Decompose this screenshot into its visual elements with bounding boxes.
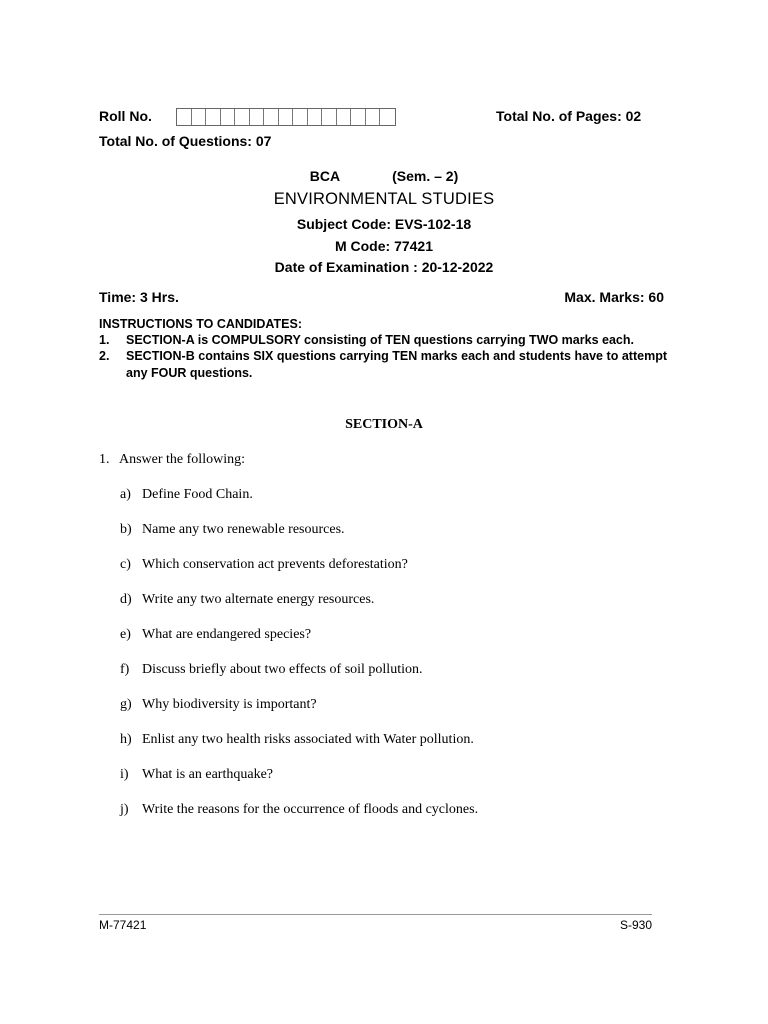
- instruction-text: SECTION-A is COMPULSORY consisting of TEN questions carrying TWO marks each.: [126, 333, 634, 347]
- roll-number-box: [351, 109, 366, 125]
- question-part-f: [120, 662, 422, 678]
- roll-number-box: [322, 109, 337, 125]
- question-part-d: [120, 592, 374, 608]
- exam-date: Date of Examination : 20-12-2022: [274, 259, 494, 275]
- section-title: SECTION-A: [345, 417, 423, 432]
- part-letter: h): [120, 732, 132, 747]
- total-pages: Total No. of Pages: 02: [496, 108, 642, 124]
- footer-divider: [99, 914, 652, 915]
- max-marks: Max. Marks: 60: [564, 289, 664, 305]
- part-text: Write the reasons for the occurrence of floods and cyclones.: [142, 802, 479, 817]
- part-text: Name any two renewable resources.: [142, 522, 345, 537]
- instruction-text: SECTION-B contains SIX questions carrying TEN marks each and students have to attempt any FOUR questions.: [126, 349, 667, 380]
- roll-number-box: [308, 109, 323, 125]
- part-letter: d): [120, 592, 132, 607]
- part-text: Define Food Chain.: [142, 487, 253, 502]
- roll-number-box: [177, 109, 192, 125]
- roll-number-box: [264, 109, 279, 125]
- question-part-c: [120, 557, 408, 573]
- part-text: Which conservation act prevents deforestation?: [142, 557, 408, 572]
- question-number: 1.: [99, 452, 110, 467]
- roll-number-box: [206, 109, 221, 125]
- course-name: BCA: [309, 168, 341, 184]
- footer-m-code: M-77421: [99, 918, 147, 932]
- part-letter: b): [120, 522, 132, 537]
- roll-number-box: [279, 109, 294, 125]
- total-questions: Total No. of Questions: 07: [99, 133, 272, 149]
- m-code: M Code: 77421: [334, 238, 434, 254]
- question-part-g: [120, 697, 317, 713]
- part-text: What is an earthquake?: [142, 767, 273, 782]
- roll-number-box: [221, 109, 236, 125]
- part-text: What are endangered species?: [142, 627, 312, 642]
- part-text: Why biodiversity is important?: [142, 697, 317, 712]
- part-letter: g): [120, 697, 132, 712]
- roll-number-box: [380, 109, 395, 125]
- part-letter: c): [120, 557, 131, 572]
- roll-number-box: [250, 109, 265, 125]
- part-letter: j): [120, 802, 129, 817]
- instruction-item: [99, 348, 667, 381]
- question-part-j: [120, 802, 478, 818]
- part-letter: a): [120, 487, 131, 502]
- part-text: Write any two alternate energy resources.: [142, 592, 375, 607]
- roll-number-box: [366, 109, 381, 125]
- question-1: [99, 452, 245, 468]
- instruction-item: [99, 332, 667, 349]
- roll-number-box: [192, 109, 207, 125]
- question-part-b: [120, 522, 345, 538]
- instructions-heading: INSTRUCTIONS TO CANDIDATES:: [99, 317, 303, 331]
- roll-number-boxes: [176, 108, 396, 126]
- course-semester-line: [0, 168, 768, 184]
- question-part-a: [120, 487, 253, 503]
- question-text: Answer the following:: [119, 452, 245, 467]
- roll-number-box: [293, 109, 308, 125]
- instruction-number: 2.: [99, 349, 110, 363]
- subject-title: ENVIRONMENTAL STUDIES: [273, 190, 495, 208]
- question-part-i: [120, 767, 273, 783]
- question-part-h: [120, 732, 474, 748]
- subject-code: Subject Code: EVS-102-18: [296, 216, 472, 232]
- instruction-number: 1.: [99, 333, 110, 347]
- part-text: Enlist any two health risks associated with Water pollution.: [142, 732, 474, 747]
- roll-number-box: [235, 109, 250, 125]
- question-part-e: [120, 627, 311, 643]
- part-letter: e): [120, 627, 131, 642]
- footer-page-code: S-930: [619, 918, 652, 932]
- part-letter: i): [120, 767, 129, 782]
- roll-number-label: Roll No.: [99, 108, 152, 124]
- part-text: Discuss briefly about two effects of soil pollution.: [142, 662, 423, 677]
- roll-number-box: [337, 109, 352, 125]
- semester: (Sem. – 2): [392, 168, 459, 184]
- part-letter: f): [120, 662, 130, 677]
- exam-time: Time: 3 Hrs.: [99, 289, 179, 305]
